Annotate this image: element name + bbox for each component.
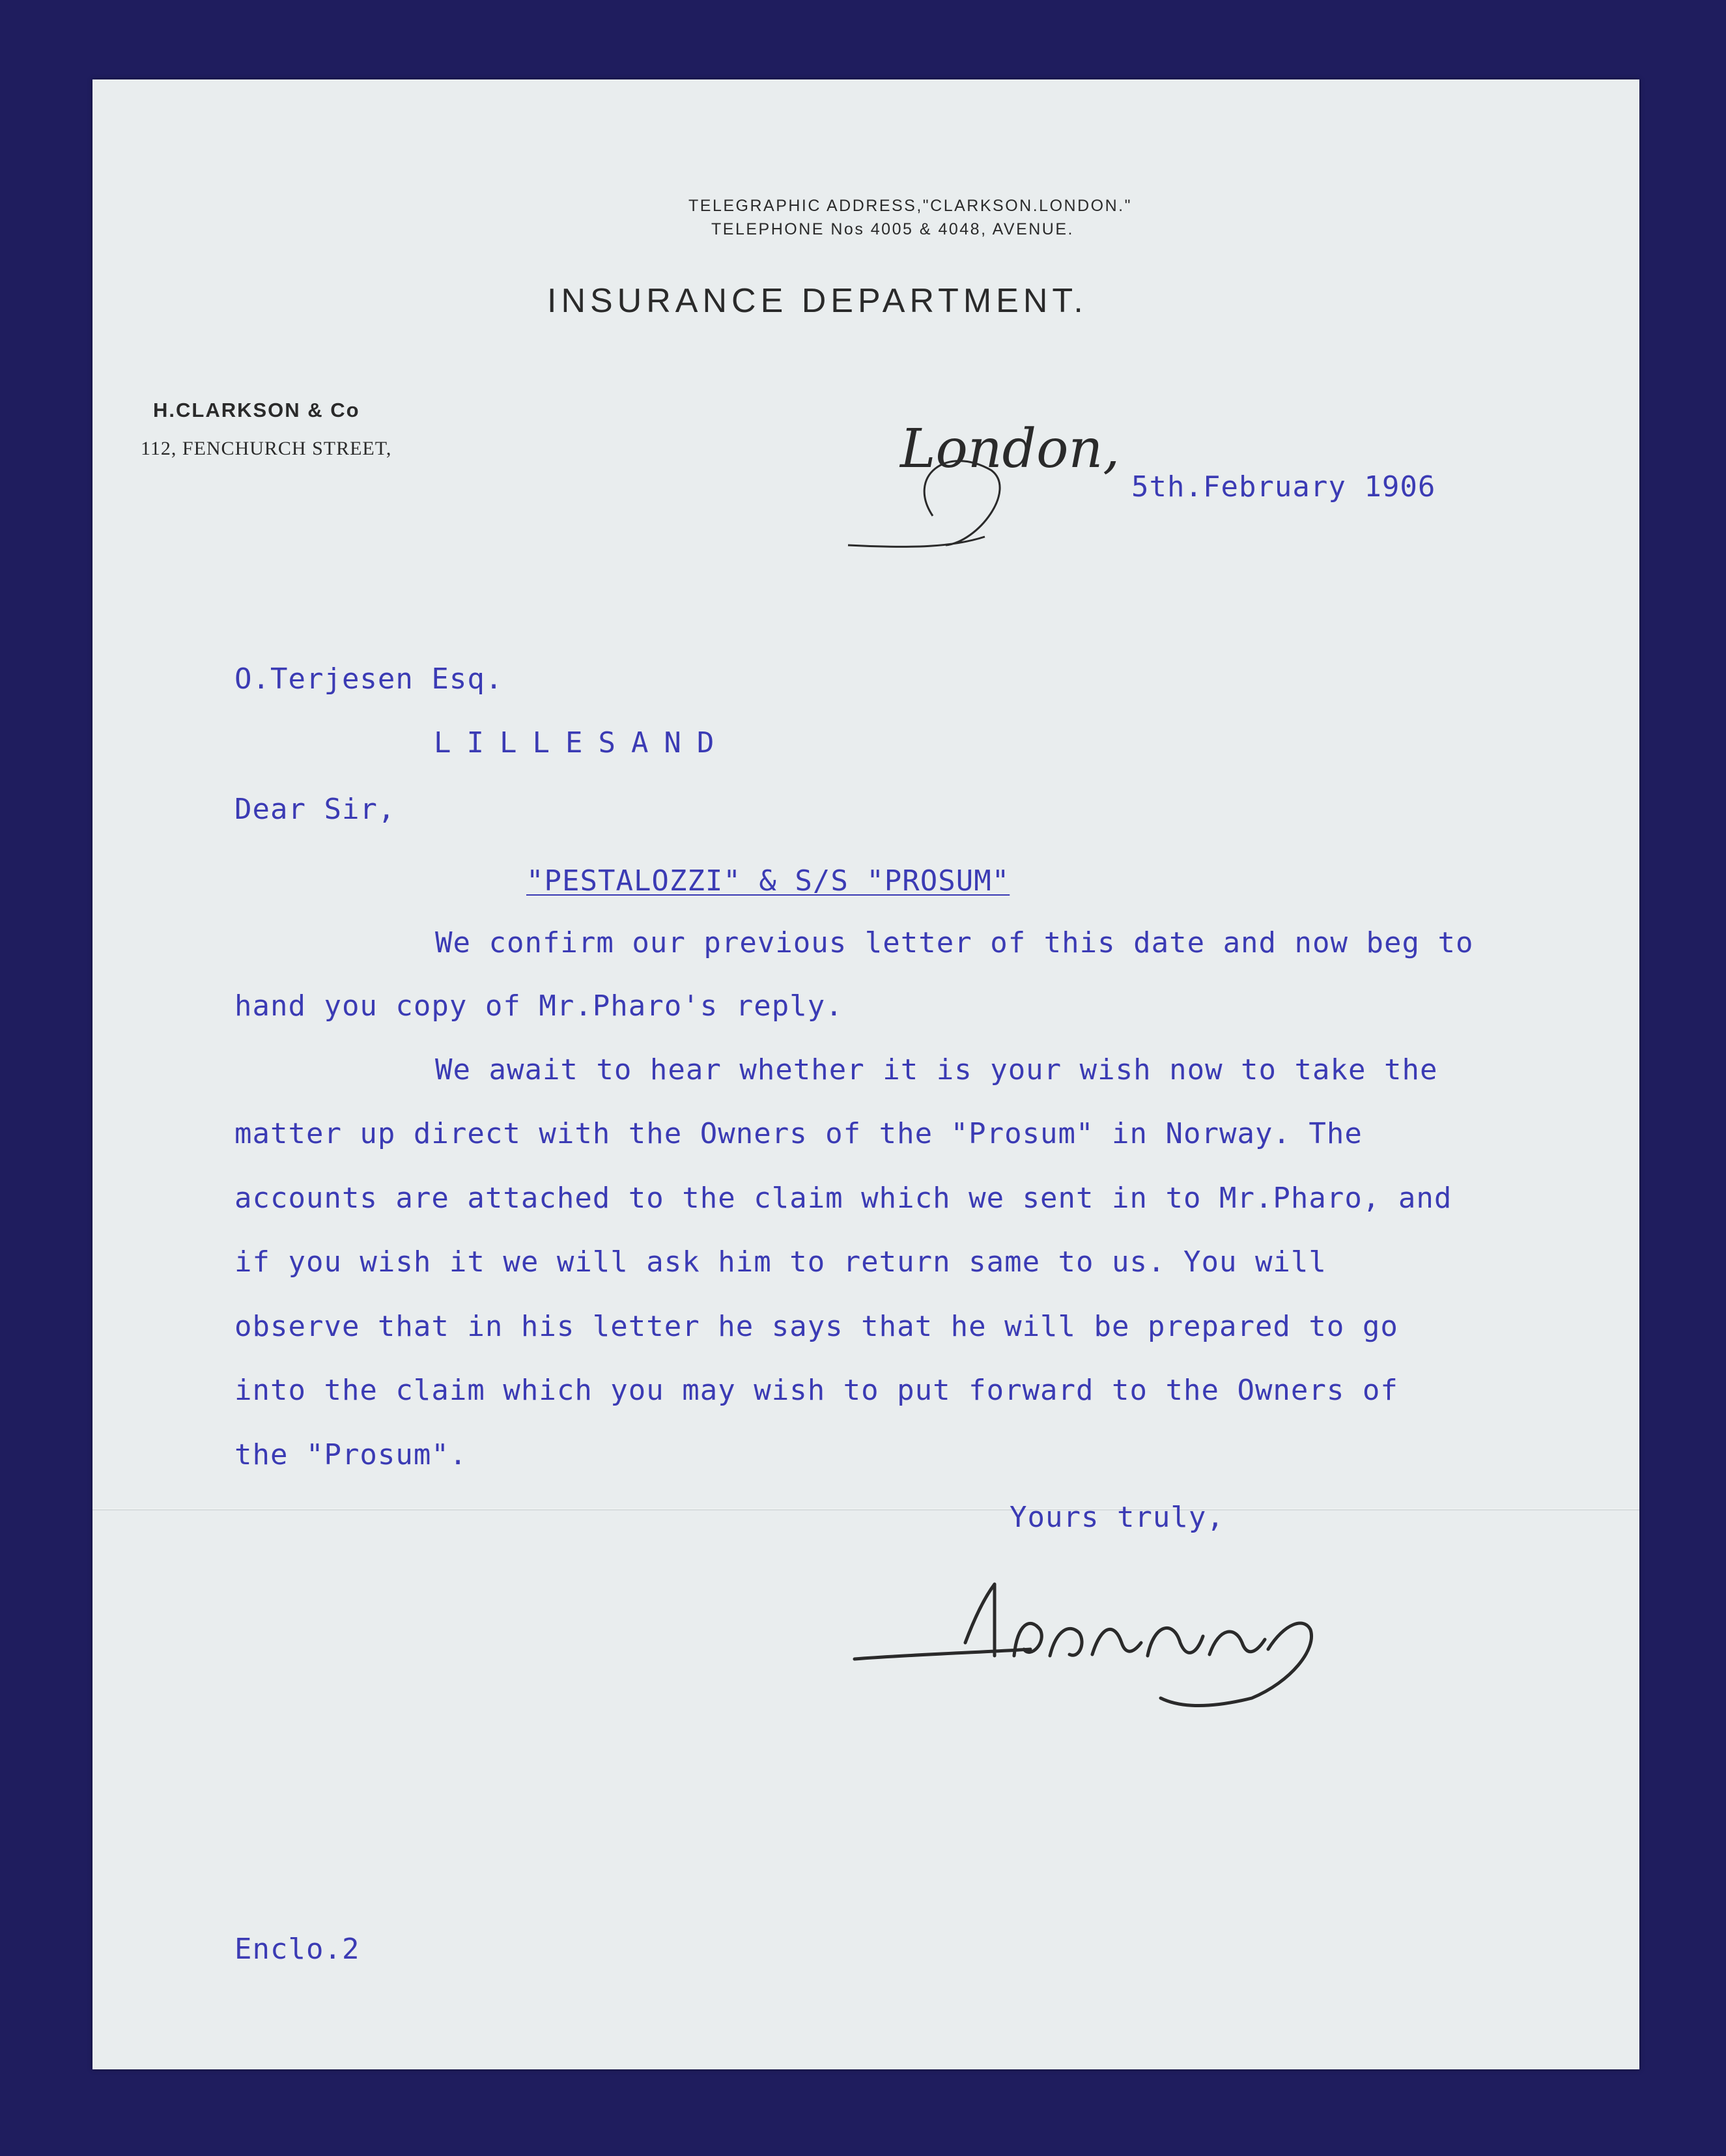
body-line-2: hand you copy of Mr.Pharo's reply.	[234, 989, 843, 1023]
body-line-9: the "Prosum".	[234, 1438, 468, 1471]
letter-date: 5th.February 1906	[1131, 470, 1436, 504]
firm-address: 112, FENCHURCH STREET,	[141, 438, 392, 459]
department-heading: INSURANCE DEPARTMENT.	[547, 282, 1088, 320]
closing: Yours truly,	[1010, 1501, 1224, 1534]
body-line-4: matter up direct with the Owners of the "Prosum" in Norway. The	[234, 1117, 1363, 1150]
body-line-3: We await to hear whether it is your wish now to take the	[435, 1053, 1438, 1086]
body-line-6: if you wish it we will ask him to return same to us. You will	[234, 1245, 1327, 1279]
body-line-8: into the claim which you may wish to put forward to the Owners of	[234, 1374, 1398, 1407]
subject-line: "PESTALOZZI" & S/S "PROSUM"	[526, 864, 1010, 898]
letter-page	[92, 79, 1639, 2069]
recipient-name: O.Terjesen Esq.	[234, 662, 503, 696]
recipient-place: LILLESAND	[434, 726, 730, 759]
body-line-5: accounts are attached to the claim which we sent in to Mr.Pharo, and	[234, 1182, 1452, 1215]
firm-name: H.CLARKSON & Co	[153, 399, 360, 421]
city-script: London,	[900, 418, 1120, 480]
telegraphic-address: TELEGRAPHIC ADDRESS,"CLARKSON.LONDON."	[688, 197, 1132, 215]
body-line-7: observe that in his letter he says that he will be prepared to go	[234, 1310, 1398, 1343]
signature	[835, 1545, 1330, 1708]
paper-fold-crease	[92, 1509, 1639, 1511]
enclosure-note: Enclo.2	[234, 1933, 360, 1966]
body-line-1: We confirm our previous letter of this date and now beg to	[435, 926, 1474, 959]
telephone-numbers: TELEPHONE Nos 4005 & 4048, AVENUE.	[711, 220, 1074, 238]
salutation: Dear Sir,	[234, 793, 396, 826]
